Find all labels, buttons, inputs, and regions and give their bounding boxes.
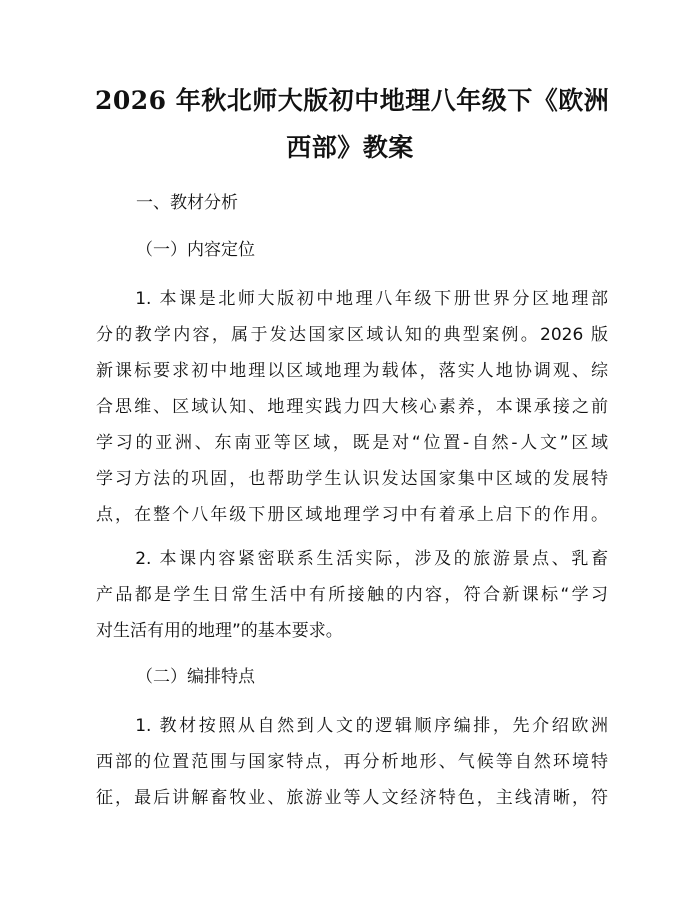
paragraph-1-line: 分的教学内容，属于发达国家区域认知的典型案例。2026 版 xyxy=(96,325,608,345)
paragraph-1-line: 学习方法的巩固，也帮助学生认识发达国家集中区域的发展特 xyxy=(96,469,608,489)
subsection-heading-layout-features: （二）编排特点 xyxy=(136,667,255,687)
paragraph-1-line: 新课标要求初中地理以区域地理为载体，落实人地协调观、综 xyxy=(96,361,608,381)
section-heading-teaching-material-analysis: 一、教材分析 xyxy=(136,193,238,213)
paragraph-1-line: 合思维、区域认知、地理实践力四大核心素养，本课承接之前 xyxy=(96,397,608,417)
document-title-line-1: 2026 年秋北师大版初中地理八年级下《欧洲 xyxy=(95,86,610,115)
paragraph-1-line: 学习的亚洲、东南亚等区域，既是对“位置-自然-人文”区域 xyxy=(96,433,608,453)
paragraph-1 xyxy=(96,287,608,539)
document-title-line-2: 西部》教案 xyxy=(286,133,414,162)
paragraph-1-line: 点，在整个八年级下册区域地理学习中有着承上启下的作用。 xyxy=(96,505,608,525)
subsection-heading-content-positioning: （一）内容定位 xyxy=(136,240,255,260)
paragraph-3-line: 征，最后讲解畜牧业、旅游业等人文经济特色，主线清晰，符 xyxy=(96,788,608,808)
paragraph-3 xyxy=(96,714,608,822)
paragraph-2-line: 2. 本课内容紧密联系生活实际，涉及的旅游景点、乳畜 xyxy=(96,549,608,569)
paragraph-2 xyxy=(96,547,608,655)
paragraph-2-line: 产品都是学生日常生活中有所接触的内容，符合新课标“学习 xyxy=(96,585,608,605)
paragraph-3-line: 西部的位置范围与国家特点，再分析地形、气候等自然环境特 xyxy=(96,752,608,772)
paragraph-2-line: 对生活有用的地理”的基本要求。 xyxy=(96,621,343,641)
paragraph-1-line: 1. 本课是北师大版初中地理八年级下册世界分区地理部 xyxy=(96,289,608,309)
paragraph-3-line: 1. 教材按照从自然到人文的逻辑顺序编排，先介绍欧洲 xyxy=(96,716,608,736)
